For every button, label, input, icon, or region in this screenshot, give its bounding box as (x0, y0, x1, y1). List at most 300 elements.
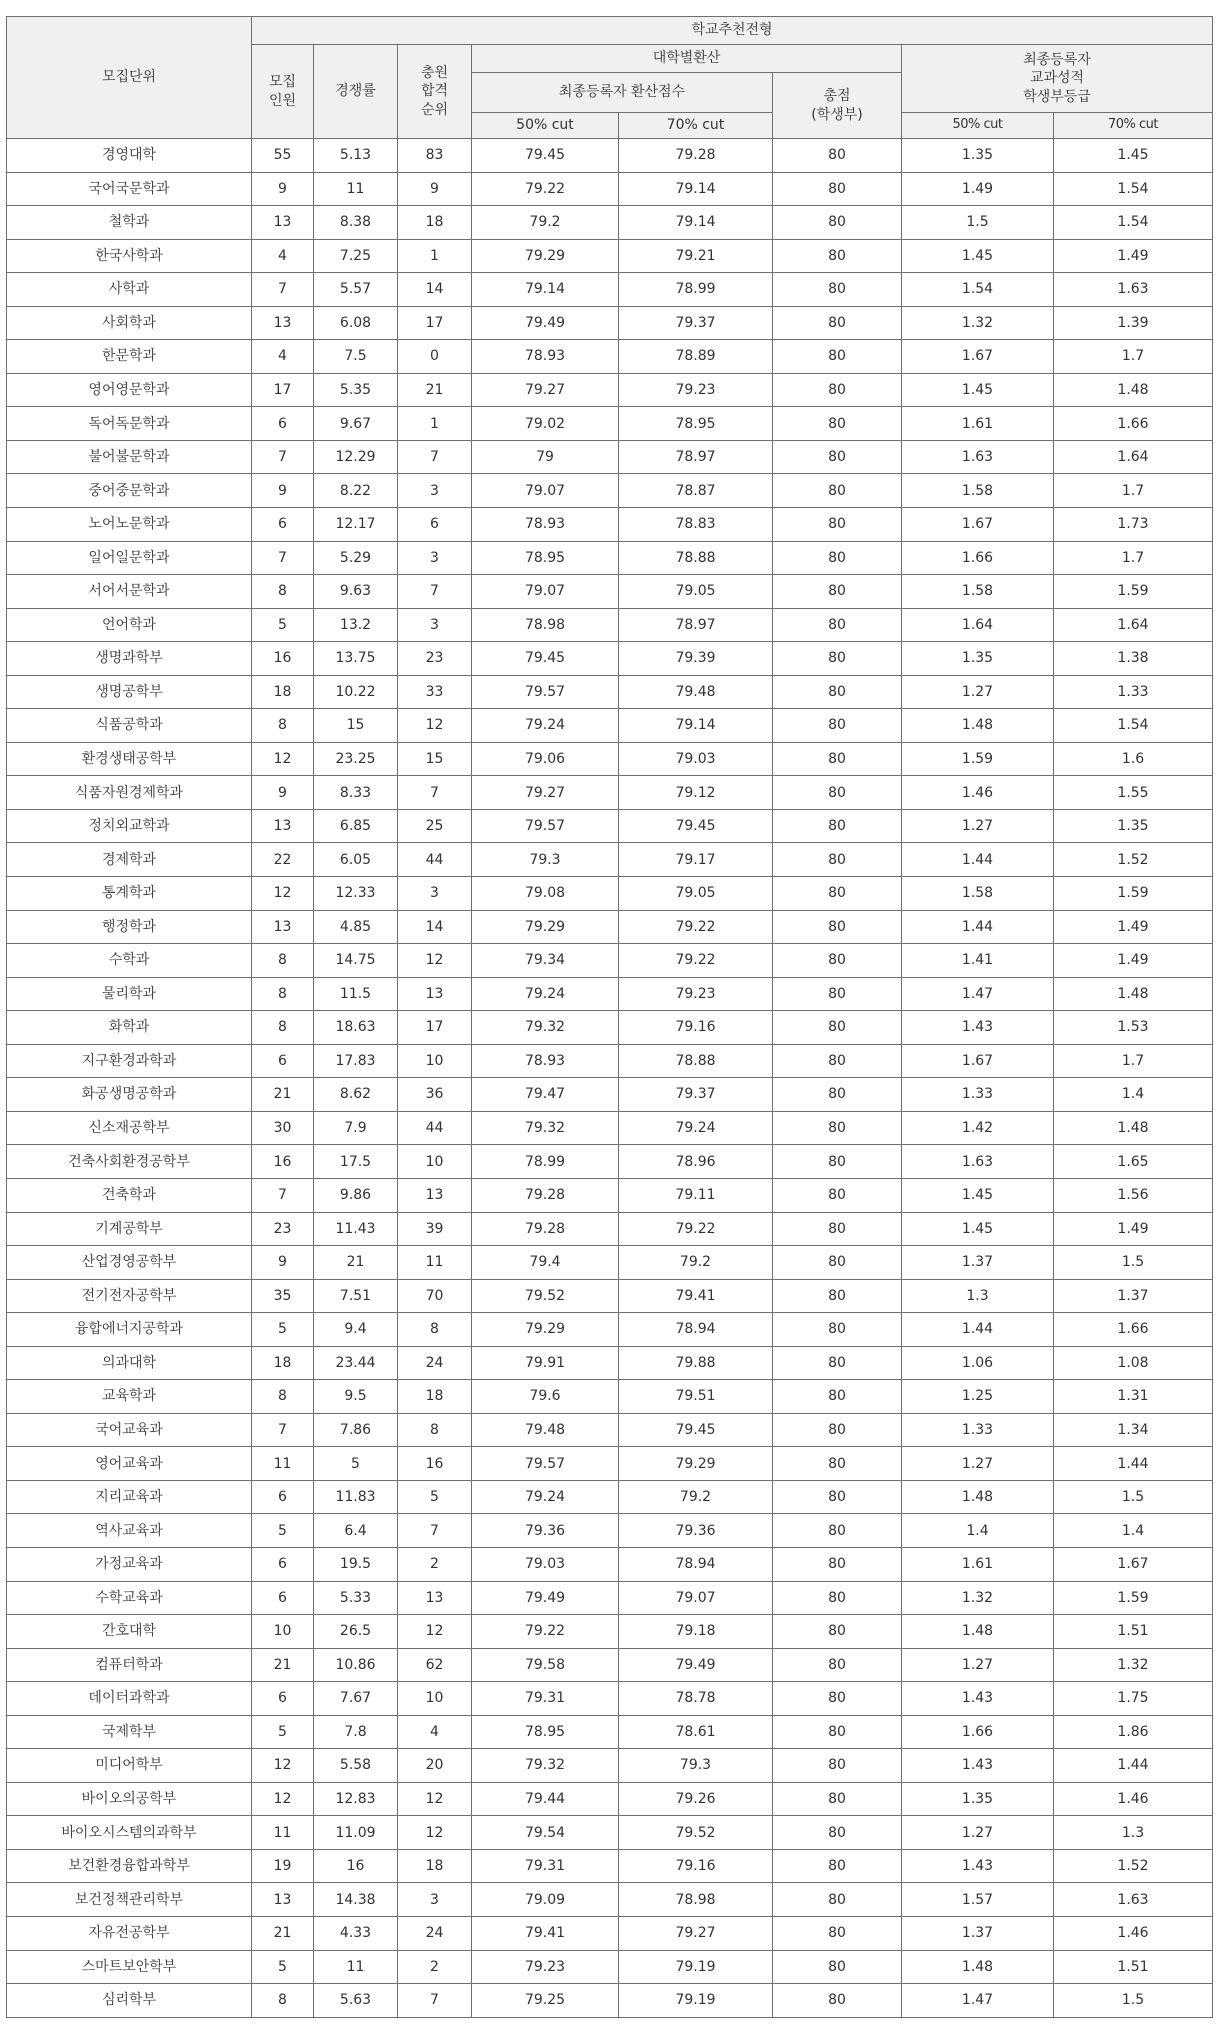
conversion-cut50-cell: 78.95 (472, 541, 619, 575)
conversion-score-header: 최종등록자 환산점수 (472, 73, 773, 113)
unit-cell: 독어독문학과 (7, 407, 252, 441)
conversion-cut70-cell: 79.22 (619, 910, 773, 944)
table-row (7, 776, 1213, 810)
conversion-cut70-cell: 79.24 (619, 1111, 773, 1145)
grade-cut70-cell: 1.5 (1054, 1246, 1213, 1280)
waitlist-cell: 13 (398, 977, 472, 1011)
grade-cut70-cell: 1.08 (1054, 1346, 1213, 1380)
grade-cut50-cell: 1.44 (902, 1313, 1054, 1347)
grade-cut70-cell: 1.54 (1054, 206, 1213, 240)
conversion-cut50-cell: 79.29 (472, 1313, 619, 1347)
conversion-cut50-cell: 79.03 (472, 1547, 619, 1581)
grade-label-line: 학생부등급 (1023, 88, 1091, 105)
conversion-cut50-cell: 79.47 (472, 1078, 619, 1112)
conversion-cut70-cell: 78.78 (619, 1682, 773, 1716)
grade-cut70-cell: 1.59 (1054, 575, 1213, 609)
capacity-cell: 6 (252, 1682, 314, 1716)
total-score-cell: 80 (773, 642, 902, 676)
unit-cell: 가정교육과 (7, 1547, 252, 1581)
conversion-cut70-cell: 79.19 (619, 1984, 773, 2018)
grade-cut50-cell: 1.48 (902, 709, 1054, 743)
unit-cell: 서어서문학과 (7, 575, 252, 609)
unit-cell: 식품자원경제학과 (7, 776, 252, 810)
conversion-cut50-cell: 79.45 (472, 139, 619, 173)
waitlist-cell: 1 (398, 407, 472, 441)
grade-cut70-cell: 1.4 (1054, 1078, 1213, 1112)
competition-cell: 7.67 (314, 1682, 398, 1716)
conversion-cut70-cell: 79.03 (619, 742, 773, 776)
unit-cell: 행정학과 (7, 910, 252, 944)
capacity-cell: 16 (252, 1145, 314, 1179)
conversion-cut50-cell: 79.52 (472, 1279, 619, 1313)
competition-cell: 18.63 (314, 1011, 398, 1045)
capacity-cell: 21 (252, 1648, 314, 1682)
unit-cell: 생명공학부 (7, 675, 252, 709)
table-row (7, 1514, 1213, 1548)
table-row (7, 1078, 1213, 1112)
grade-cut50-cell: 1.32 (902, 1581, 1054, 1615)
conversion-cut70-cell: 79.14 (619, 709, 773, 743)
conversion-cut50-cell: 79.32 (472, 1111, 619, 1145)
total-score-header (773, 73, 902, 139)
grade-cut50-cell: 1.63 (902, 440, 1054, 474)
waitlist-cell: 17 (398, 306, 472, 340)
grade-cut50-header: 50% cut (902, 113, 1054, 139)
total-score-cell: 80 (773, 306, 902, 340)
total-score-cell: 80 (773, 1212, 902, 1246)
capacity-cell: 6 (252, 1547, 314, 1581)
table-row (7, 340, 1213, 374)
table-row (7, 1615, 1213, 1649)
competition-cell: 5.13 (314, 139, 398, 173)
grade-cut50-cell: 1.32 (902, 306, 1054, 340)
conversion-cut50-cell: 79.32 (472, 1011, 619, 1045)
capacity-cell: 7 (252, 273, 314, 307)
total-score-cell: 80 (773, 1849, 902, 1883)
conversion-cut50-cell: 79.06 (472, 742, 619, 776)
total-score-cell: 80 (773, 1011, 902, 1045)
grade-cut70-cell: 1.5 (1054, 1984, 1213, 2018)
grade-cut50-cell: 1.41 (902, 944, 1054, 978)
competition-cell: 9.86 (314, 1178, 398, 1212)
capacity-cell: 7 (252, 1178, 314, 1212)
grade-cut50-cell: 1.37 (902, 1916, 1054, 1950)
competition-cell: 16 (314, 1849, 398, 1883)
conversion-cut70-cell: 78.83 (619, 508, 773, 542)
competition-column-header: 경쟁률 (314, 45, 398, 139)
unit-column-header: 모집단위 (7, 17, 252, 139)
conversion-cut50-cell: 79.34 (472, 944, 619, 978)
waitlist-column-header (398, 45, 472, 139)
conversion-cut50-cell: 79.41 (472, 1916, 619, 1950)
total-score-cell: 80 (773, 776, 902, 810)
competition-cell: 14.75 (314, 944, 398, 978)
table-row (7, 440, 1213, 474)
table-row (7, 1984, 1213, 2018)
grade-cut50-cell: 1.06 (902, 1346, 1054, 1380)
capacity-cell: 9 (252, 776, 314, 810)
competition-cell: 11.5 (314, 977, 398, 1011)
conversion-cut50-cell: 78.98 (472, 608, 619, 642)
competition-cell: 13.75 (314, 642, 398, 676)
capacity-cell: 7 (252, 1413, 314, 1447)
grade-cut50-cell: 1.47 (902, 1984, 1054, 2018)
waitlist-cell: 14 (398, 273, 472, 307)
grade-cut70-cell: 1.45 (1054, 139, 1213, 173)
waitlist-cell: 33 (398, 675, 472, 709)
table-row (7, 742, 1213, 776)
grade-cut70-cell: 1.5 (1054, 1480, 1213, 1514)
conversion-cut50-cell: 79.27 (472, 776, 619, 810)
waitlist-cell: 7 (398, 575, 472, 609)
capacity-cell: 6 (252, 1480, 314, 1514)
waitlist-cell: 2 (398, 1950, 472, 1984)
waitlist-cell: 36 (398, 1078, 472, 1112)
unit-cell: 산업경영공학부 (7, 1246, 252, 1280)
table-row (7, 1547, 1213, 1581)
conversion-cut50-cell: 79 (472, 440, 619, 474)
competition-cell: 23.25 (314, 742, 398, 776)
total-score-cell: 80 (773, 1648, 902, 1682)
total-score-cell: 80 (773, 1480, 902, 1514)
total-score-cell: 80 (773, 1078, 902, 1112)
total-score-cell: 80 (773, 1749, 902, 1783)
table-row (7, 1346, 1213, 1380)
school-recommendation-group-header: 학교추천전형 (252, 17, 1213, 45)
conversion-cut50-cell: 79.24 (472, 709, 619, 743)
conv-cut70-header: 70% cut (619, 113, 773, 139)
conversion-cut70-cell: 79.14 (619, 206, 773, 240)
grade-cut70-cell: 1.64 (1054, 608, 1213, 642)
conversion-cut50-cell: 79.27 (472, 373, 619, 407)
table-row (7, 1849, 1213, 1883)
competition-cell: 6.4 (314, 1514, 398, 1548)
competition-cell: 8.38 (314, 206, 398, 240)
conversion-cut70-cell: 79.23 (619, 373, 773, 407)
grade-cut70-cell: 1.52 (1054, 843, 1213, 877)
grade-cut50-cell: 1.48 (902, 1480, 1054, 1514)
grade-cut50-cell: 1.27 (902, 1648, 1054, 1682)
unit-cell: 수학과 (7, 944, 252, 978)
competition-cell: 9.5 (314, 1380, 398, 1414)
grade-cut50-cell: 1.63 (902, 1145, 1054, 1179)
waitlist-cell: 7 (398, 776, 472, 810)
conversion-cut70-cell: 79.16 (619, 1849, 773, 1883)
unit-cell: 전기전자공학부 (7, 1279, 252, 1313)
competition-cell: 10.86 (314, 1648, 398, 1682)
total-score-cell: 80 (773, 1547, 902, 1581)
grade-cut50-cell: 1.3 (902, 1279, 1054, 1313)
unit-cell: 통계학과 (7, 877, 252, 911)
grade-label-line: 교과성적 (1029, 70, 1085, 87)
conversion-cut70-cell: 79.45 (619, 1413, 773, 1447)
total-score-cell: 80 (773, 474, 902, 508)
unit-cell: 사학과 (7, 273, 252, 307)
grade-cut50-cell: 1.61 (902, 1547, 1054, 1581)
table-row (7, 1715, 1213, 1749)
total-score-cell: 80 (773, 1447, 902, 1481)
waitlist-cell: 5 (398, 1480, 472, 1514)
grade-cut50-cell: 1.45 (902, 1212, 1054, 1246)
capacity-cell: 6 (252, 407, 314, 441)
conversion-cut50-cell: 79.4 (472, 1246, 619, 1280)
total-score-cell: 80 (773, 407, 902, 441)
conversion-cut50-cell: 79.24 (472, 1480, 619, 1514)
unit-cell: 보건환경융합과학부 (7, 1849, 252, 1883)
conversion-cut70-cell: 79.23 (619, 977, 773, 1011)
conversion-cut70-cell: 79.51 (619, 1380, 773, 1414)
total-score-cell: 80 (773, 910, 902, 944)
unit-cell: 지리교육과 (7, 1480, 252, 1514)
competition-cell: 17.5 (314, 1145, 398, 1179)
waitlist-cell: 12 (398, 944, 472, 978)
conversion-cut70-cell: 79.3 (619, 1749, 773, 1783)
conversion-cut70-cell: 79.17 (619, 843, 773, 877)
grade-cut50-cell: 1.67 (902, 340, 1054, 374)
table-row (7, 1011, 1213, 1045)
total-score-cell: 80 (773, 1246, 902, 1280)
unit-cell: 국어국문학과 (7, 172, 252, 206)
unit-cell: 노어노문학과 (7, 508, 252, 542)
table-header (7, 17, 1213, 139)
capacity-cell: 13 (252, 1883, 314, 1917)
unit-cell: 언어학과 (7, 608, 252, 642)
competition-cell: 8.62 (314, 1078, 398, 1112)
waitlist-cell: 16 (398, 1447, 472, 1481)
grade-cut70-header: 70% cut (1054, 113, 1213, 139)
unit-cell: 정치외교학과 (7, 809, 252, 843)
grade-cut50-cell: 1.57 (902, 1883, 1054, 1917)
capacity-cell: 13 (252, 306, 314, 340)
waitlist-cell: 2 (398, 1547, 472, 1581)
capacity-cell: 12 (252, 742, 314, 776)
competition-cell: 11.43 (314, 1212, 398, 1246)
conversion-cut70-cell: 79.45 (619, 809, 773, 843)
grade-cut50-cell: 1.44 (902, 910, 1054, 944)
grade-cut70-cell: 1.7 (1054, 541, 1213, 575)
conversion-cut50-cell: 78.99 (472, 1145, 619, 1179)
grade-cut70-cell: 1.59 (1054, 1581, 1213, 1615)
conversion-cut50-cell: 79.58 (472, 1648, 619, 1682)
table-row (7, 1480, 1213, 1514)
conversion-cut70-cell: 79.27 (619, 1916, 773, 1950)
unit-cell: 환경생태공학부 (7, 742, 252, 776)
conversion-cut70-cell: 79.29 (619, 1447, 773, 1481)
total-score-cell: 80 (773, 1514, 902, 1548)
table-row (7, 642, 1213, 676)
waitlist-label-line: 충원 (420, 65, 449, 82)
waitlist-cell: 23 (398, 642, 472, 676)
total-score-cell: 80 (773, 1346, 902, 1380)
waitlist-cell: 8 (398, 1413, 472, 1447)
total-score-cell: 80 (773, 273, 902, 307)
capacity-cell: 18 (252, 1346, 314, 1380)
grade-cut70-cell: 1.48 (1054, 977, 1213, 1011)
conversion-cut50-cell: 79.44 (472, 1782, 619, 1816)
total-score-cell: 80 (773, 541, 902, 575)
unit-cell: 철학과 (7, 206, 252, 240)
table-row (7, 575, 1213, 609)
conversion-cut50-cell: 79.57 (472, 809, 619, 843)
competition-cell: 5 (314, 1447, 398, 1481)
conversion-cut50-cell: 79.6 (472, 1380, 619, 1414)
conversion-cut70-cell: 78.88 (619, 541, 773, 575)
total-score-cell: 80 (773, 139, 902, 173)
grade-cut50-cell: 1.35 (902, 139, 1054, 173)
capacity-cell: 9 (252, 474, 314, 508)
grade-cut50-cell: 1.4 (902, 1514, 1054, 1548)
grade-cut70-cell: 1.37 (1054, 1279, 1213, 1313)
capacity-cell: 11 (252, 1447, 314, 1481)
unit-cell: 물리학과 (7, 977, 252, 1011)
capacity-cell: 5 (252, 1514, 314, 1548)
unit-cell: 화학과 (7, 1011, 252, 1045)
grade-cut70-cell: 1.73 (1054, 508, 1213, 542)
total-score-cell: 80 (773, 508, 902, 542)
conversion-cut70-cell: 79.11 (619, 1178, 773, 1212)
waitlist-cell: 24 (398, 1346, 472, 1380)
table-row (7, 877, 1213, 911)
waitlist-cell: 17 (398, 1011, 472, 1045)
competition-cell: 8.33 (314, 776, 398, 810)
total-label-line: (학생부) (811, 106, 863, 123)
capacity-cell: 8 (252, 977, 314, 1011)
conversion-cut50-cell: 78.93 (472, 508, 619, 542)
conversion-cut70-cell: 79.52 (619, 1816, 773, 1850)
waitlist-cell: 62 (398, 1648, 472, 1682)
grade-cut70-cell: 1.34 (1054, 1413, 1213, 1447)
capacity-cell: 4 (252, 239, 314, 273)
competition-cell: 9.4 (314, 1313, 398, 1347)
conversion-cut50-cell: 79.23 (472, 1950, 619, 1984)
grade-cut70-cell: 1.49 (1054, 944, 1213, 978)
waitlist-cell: 13 (398, 1178, 472, 1212)
unit-cell: 생명과학부 (7, 642, 252, 676)
unit-cell: 신소재공학부 (7, 1111, 252, 1145)
capacity-cell: 13 (252, 910, 314, 944)
competition-cell: 9.67 (314, 407, 398, 441)
conversion-cut70-cell: 79.88 (619, 1346, 773, 1380)
grade-cut70-cell: 1.7 (1054, 474, 1213, 508)
conversion-cut50-cell: 79.31 (472, 1849, 619, 1883)
total-score-cell: 80 (773, 1950, 902, 1984)
capacity-cell: 23 (252, 1212, 314, 1246)
total-score-cell: 80 (773, 1883, 902, 1917)
conversion-cut50-cell: 79.22 (472, 172, 619, 206)
total-score-cell: 80 (773, 206, 902, 240)
capacity-cell: 12 (252, 877, 314, 911)
table-row (7, 977, 1213, 1011)
capacity-cell: 8 (252, 944, 314, 978)
capacity-cell: 6 (252, 1581, 314, 1615)
competition-cell: 6.05 (314, 843, 398, 877)
competition-cell: 11 (314, 172, 398, 206)
conversion-cut50-cell: 78.93 (472, 1044, 619, 1078)
grade-cut50-cell: 1.27 (902, 809, 1054, 843)
table-row (7, 508, 1213, 542)
grade-cut70-cell: 1.59 (1054, 877, 1213, 911)
unit-cell: 융합에너지공학과 (7, 1313, 252, 1347)
conversion-cut50-cell: 79.91 (472, 1346, 619, 1380)
competition-cell: 13.2 (314, 608, 398, 642)
competition-cell: 6.08 (314, 306, 398, 340)
grade-cut50-cell: 1.48 (902, 1615, 1054, 1649)
total-score-cell: 80 (773, 1682, 902, 1716)
capacity-cell: 22 (252, 843, 314, 877)
capacity-cell: 16 (252, 642, 314, 676)
table-row (7, 1044, 1213, 1078)
table-row (7, 608, 1213, 642)
waitlist-cell: 9 (398, 172, 472, 206)
table-row (7, 1145, 1213, 1179)
grade-cut70-cell: 1.53 (1054, 1011, 1213, 1045)
conversion-cut50-cell: 79.24 (472, 977, 619, 1011)
unit-cell: 의과대학 (7, 1346, 252, 1380)
grade-cut70-cell: 1.48 (1054, 373, 1213, 407)
conversion-cut50-cell: 79.14 (472, 273, 619, 307)
grade-label-line: 최종등록자 (1023, 52, 1091, 69)
capacity-cell: 30 (252, 1111, 314, 1145)
grade-cut70-cell: 1.38 (1054, 642, 1213, 676)
competition-cell: 12.29 (314, 440, 398, 474)
table-row (7, 1178, 1213, 1212)
grade-cut70-cell: 1.51 (1054, 1950, 1213, 1984)
grade-cut50-cell: 1.54 (902, 273, 1054, 307)
grade-cut70-cell: 1.39 (1054, 306, 1213, 340)
conversion-cut50-cell: 79.07 (472, 575, 619, 609)
waitlist-cell: 12 (398, 1782, 472, 1816)
grade-cut70-cell: 1.55 (1054, 776, 1213, 810)
capacity-cell: 12 (252, 1749, 314, 1783)
grade-cut70-cell: 1.6 (1054, 742, 1213, 776)
unit-cell: 불어불문학과 (7, 440, 252, 474)
total-score-cell: 80 (773, 809, 902, 843)
waitlist-cell: 3 (398, 877, 472, 911)
waitlist-cell: 11 (398, 1246, 472, 1280)
table-row (7, 373, 1213, 407)
grade-cut70-cell: 1.54 (1054, 172, 1213, 206)
unit-cell: 사회학과 (7, 306, 252, 340)
unit-cell: 스마트보안학부 (7, 1950, 252, 1984)
grade-cut50-cell: 1.43 (902, 1749, 1054, 1783)
competition-cell: 14.38 (314, 1883, 398, 1917)
grade-cut50-cell: 1.43 (902, 1682, 1054, 1716)
conversion-cut70-cell: 79.26 (619, 1782, 773, 1816)
conversion-cut50-cell: 79.57 (472, 1447, 619, 1481)
competition-cell: 11.09 (314, 1816, 398, 1850)
conversion-cut70-cell: 78.87 (619, 474, 773, 508)
conversion-cut70-cell: 78.95 (619, 407, 773, 441)
competition-cell: 5.57 (314, 273, 398, 307)
waitlist-cell: 13 (398, 1581, 472, 1615)
waitlist-cell: 3 (398, 608, 472, 642)
competition-cell: 11.83 (314, 1480, 398, 1514)
capacity-cell: 5 (252, 1950, 314, 1984)
unit-cell: 바이오시스템의과학부 (7, 1816, 252, 1850)
grade-cut50-cell: 1.33 (902, 1413, 1054, 1447)
conversion-cut70-cell: 79.37 (619, 1078, 773, 1112)
capacity-cell: 7 (252, 440, 314, 474)
table-row (7, 843, 1213, 877)
total-score-cell: 80 (773, 1916, 902, 1950)
waitlist-label-line: 순위 (420, 101, 449, 118)
competition-cell: 5.29 (314, 541, 398, 575)
total-score-cell: 80 (773, 977, 902, 1011)
waitlist-cell: 4 (398, 1715, 472, 1749)
capacity-cell: 8 (252, 1380, 314, 1414)
capacity-cell: 55 (252, 139, 314, 173)
table-row (7, 407, 1213, 441)
